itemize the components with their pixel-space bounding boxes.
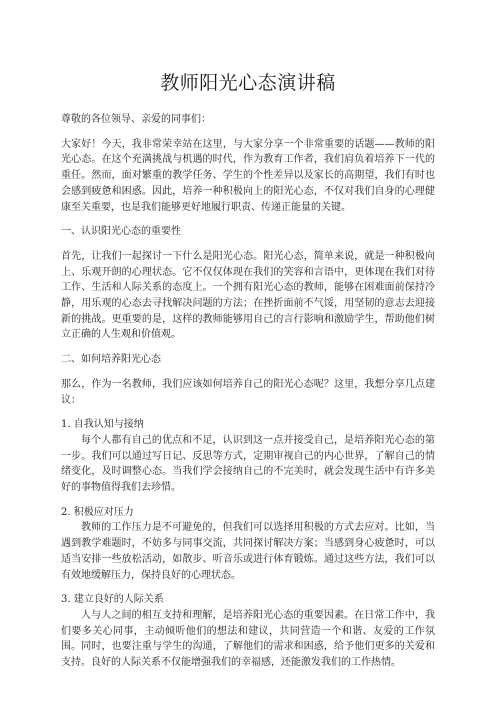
intro-paragraph: 大家好！今天，我非常荣幸站在这里，与大家分享一个非常重要的话题——教师的阳光心态。在这个充满挑战与机遇的时代，作为教育工作者，我们肩负着培养下一代的重任。然而，面对繁重的教学任务、学生的个性差异以及家长的高期望，我们有时也会感到疲惫和困惑。因此，培养一种积极向上的阳光心态，不仅对我们自身的心理健康至关重要，也是我们能够更好地履行职责、传递正能量的关键。 <box>61 138 435 213</box>
item-title-3: 3. 建立良好的人际关系 <box>61 594 164 606</box>
item-text-3: 人与人之间的相互支持和理解，是培养阳光心态的重要因素。在日常工作中，我们要多关心同事，主动倾听他们的想法和建议，共同营造一个和谐、友爱的工作氛围。同时，也要注重与学生的沟通，了解他们的需求和困惑，给予他们更多的关爱和支持。良好的人际关系不仅能增强我们的幸福感，还能激发我们的工作热情。 <box>61 609 435 669</box>
item-title-2: 2. 积极应对压力 <box>61 506 134 518</box>
section-1-paragraph: 首先，让我们一起探讨一下什么是阳光心态。阳光心态，简单来说，就是一种积极向上、乐观开朗的心理状态。它不仅仅体现在我们的笑容和言语中，更体现在我们对待工作、生活和人际关系的态度上。一个拥有阳光心态的教师，能够在困难面前保持冷静，用乐观的心态去寻找解决问题的方法；在挫折面前不气馁，用坚韧的意志去迎接新的挑战。更重要的是，这样的教师能够用自己的言行影响和激励学生，帮助他们树立正确的人生观和价值观。 <box>61 250 435 341</box>
item-title-1: 1. 自我认知与接纳 <box>61 419 144 431</box>
item-text-1: 每个人都有自己的优点和不足，认识到这一点并接受自己，是培养阳光心态的第一步。我们可以通过写日记、反思等方式，定期审视自己的内心世界，了解自己的情绪变化，及时调整心态。当我们学会接纳自己的不完美时，就会发现生活中有许多美好的事物值得我们去珍惜。 <box>61 434 435 494</box>
item-text-2: 教师的工作压力是不可避免的，但我们可以选择用积极的方式去应对。比如，当遇到教学难题时，不妨多与同事交流，共同探讨解决方案；当感到身心疲惫时，可以适当安排一些放松活动，如散步、听音乐或进行体育锻炼。通过这些方法，我们可以有效地缓解压力，保持良好的心理状态。 <box>61 522 435 581</box>
document-body <box>61 112 435 671</box>
document-title: 教师阳光心态演讲稿 <box>160 72 336 94</box>
salutation: 尊敬的各位领导、亲爱的同事们： <box>61 114 211 125</box>
section-2-intro: 那么，作为一名教师，我们应该如何培养自己的阳光心态呢？这里，我想分享几点建议： <box>61 378 435 406</box>
section-heading-2: 二、如何培养阳光心态 <box>61 354 161 366</box>
section-heading-1: 一、认识阳光心态的重要性 <box>61 226 181 238</box>
